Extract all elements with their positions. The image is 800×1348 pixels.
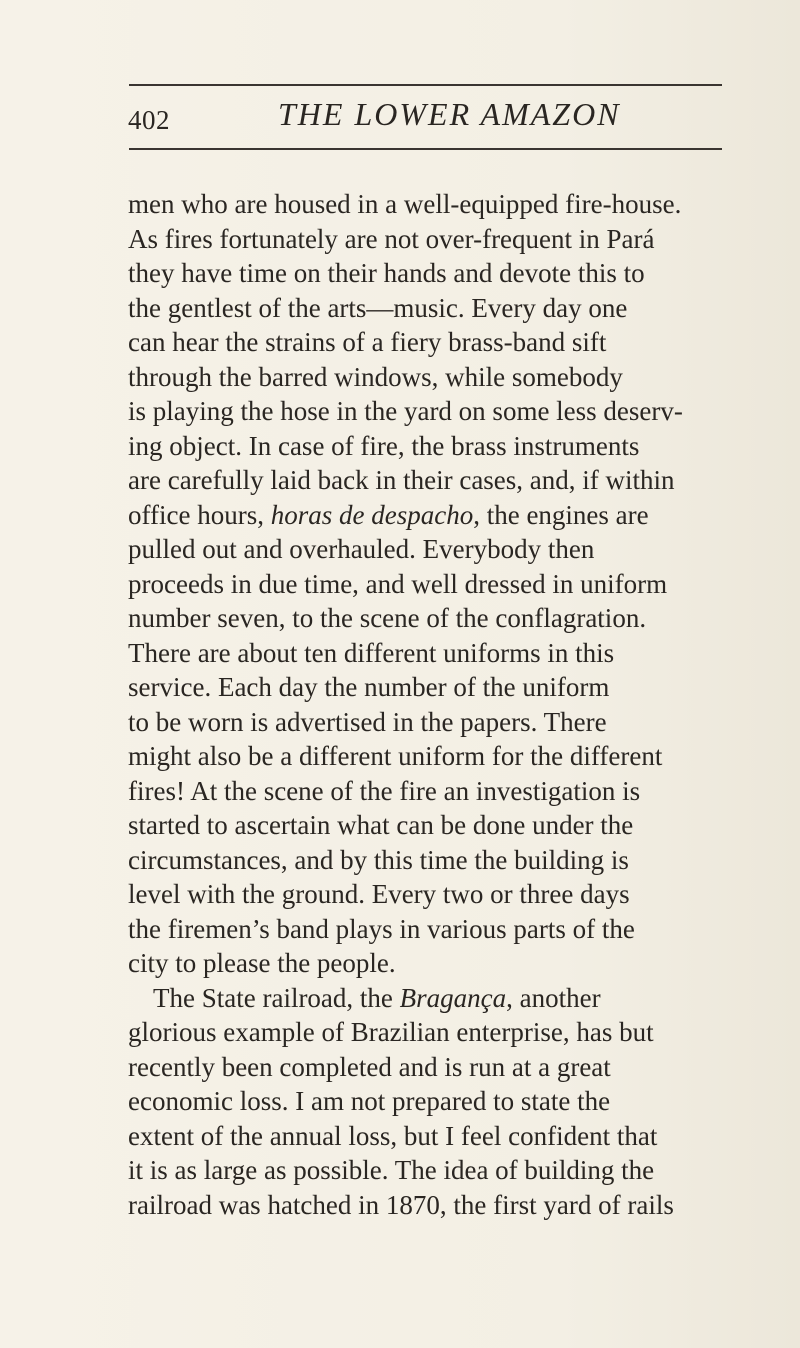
text-line: it is as large as possible. The idea of building the: [128, 1155, 655, 1185]
text-line: are carefully laid back in their cases, and, if within: [128, 465, 675, 495]
text-segment: , another: [506, 982, 601, 1013]
text-line: proceeds in due time, and well dressed in uniform: [128, 568, 668, 599]
text-line: fires! At the scene of the fire an investigation is: [128, 775, 641, 806]
text-line: might also be a different uniform for the different: [128, 741, 663, 771]
text-line: pulled out and overhauled. Everybody then: [128, 534, 595, 564]
text-segment: , the engines are: [473, 499, 649, 530]
text-line: [128, 981, 748, 1016]
header-bottom-rule: [129, 148, 722, 150]
italic-term: Bragança: [399, 982, 507, 1013]
text-line: circumstances, and by this time the building is: [128, 844, 629, 875]
text-line: railroad was hatched in 1870, the first yard of rails: [128, 1189, 674, 1220]
text-line: [128, 498, 748, 533]
running-title: THE LOWER AMAZON: [278, 96, 621, 132]
text-line: can hear the strains of a fiery brass-band sift: [128, 327, 607, 357]
text-line: As fires fortunately are not over-frequent in Pará: [128, 223, 655, 254]
text-line: glorious example of Brazilian enterprise, has but: [128, 1017, 654, 1047]
text-line: city to please the people.: [128, 948, 396, 978]
text-segment: office hours,: [128, 499, 271, 530]
page-number: 402: [128, 105, 170, 135]
text-line: level with the ground. Every two or three days: [128, 879, 630, 909]
text-line: service. Each day the number of the uniform: [128, 672, 610, 702]
text-line: they have time on their hands and devote this to: [128, 258, 645, 288]
text-line: extent of the annual loss, but I feel confident that: [128, 1120, 658, 1151]
text-line: is playing the hose in the yard on some less deserv-: [128, 396, 683, 426]
body-text: [128, 187, 748, 1222]
text-line: started to ascertain what can be done under the: [128, 810, 634, 840]
text-segment: The State railroad, the: [153, 982, 400, 1013]
text-line: through the barred windows, while somebody: [128, 361, 623, 392]
text-line: number seven, to the scene of the conflagration.: [128, 603, 647, 633]
header-top-rule: [129, 84, 722, 86]
text-line: economic loss. I am not prepared to state the: [128, 1086, 611, 1116]
text-line: men who are housed in a well-equipped fire-house.: [128, 189, 682, 219]
text-line: the gentlest of the arts—music. Every day one: [128, 292, 628, 323]
text-line: to be worn is advertised in the papers. There: [128, 706, 607, 737]
text-line: There are about ten different uniforms in this: [128, 637, 615, 668]
text-line: ing object. In case of fire, the brass instruments: [128, 430, 640, 461]
text-line: recently been completed and is run at a great: [128, 1051, 611, 1082]
italic-term: horas de despacho: [270, 499, 474, 530]
text-line: the firemen’s band plays in various parts of the: [128, 913, 635, 944]
